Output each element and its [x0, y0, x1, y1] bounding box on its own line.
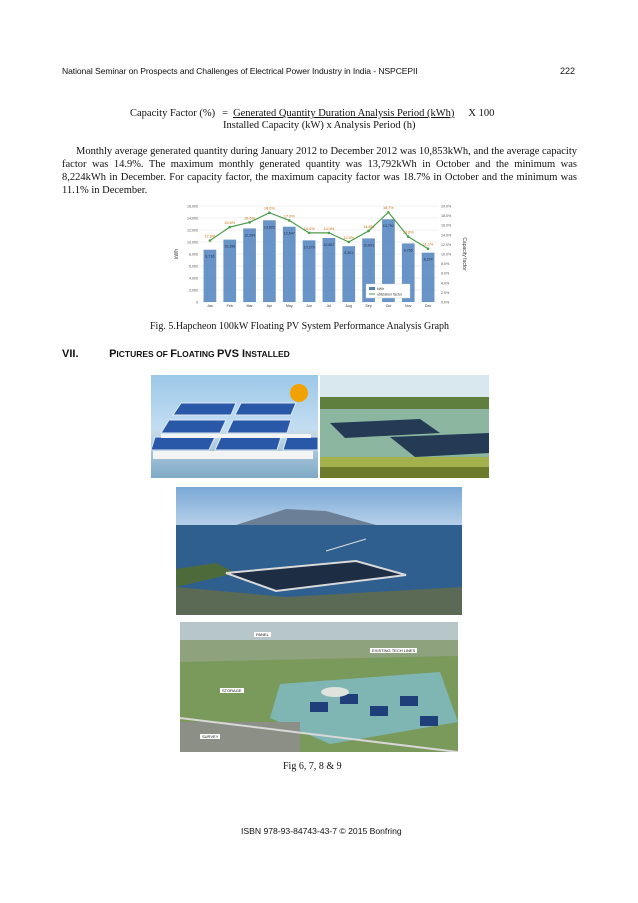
line-data-label: 12.5%	[343, 236, 355, 240]
legend-label: kWh	[377, 287, 385, 291]
x-tick-label: Feb	[226, 304, 233, 308]
line-point	[407, 235, 410, 238]
bar-data-label: 8,224	[423, 257, 433, 262]
photo-label: STORAGE	[222, 688, 242, 693]
section-heading	[62, 348, 290, 360]
y-tick-label: 0	[196, 300, 198, 305]
section-title-part: F	[170, 348, 177, 360]
formula-multiplier: X 100	[468, 108, 495, 119]
bar-data-label: 13,792	[382, 224, 394, 229]
photo-label: EXISTING TECH LINES	[372, 648, 416, 653]
x-tick-label: Apr	[266, 304, 273, 308]
y2-tick-label: 16.0%	[441, 223, 452, 228]
line-point	[427, 247, 430, 250]
line-data-label: 18.6%	[264, 206, 275, 211]
photo-aerial-coast	[176, 487, 462, 615]
x-tick-label: Nov	[405, 304, 412, 308]
legend-label: utilization factor	[377, 292, 402, 297]
section-title-part: ICTURES OF	[116, 349, 171, 359]
y2-tick-label: 4.0%	[441, 281, 450, 286]
bar-data-label: 8,716	[205, 254, 215, 259]
performance-chart-svg	[170, 200, 470, 312]
y2-tick-label: 12.0%	[441, 242, 452, 247]
photo-annotated-aerial	[180, 622, 458, 752]
line-point	[328, 232, 331, 235]
y2-tick-label: 10.0%	[441, 252, 452, 257]
y2-tick-label: 6.0%	[441, 271, 450, 276]
line-point	[209, 239, 212, 242]
x-tick-label: Jan	[207, 304, 213, 308]
x-tick-label: Aug	[345, 304, 352, 308]
section-title	[109, 348, 290, 360]
legend-swatch-bar	[369, 287, 375, 290]
bar-data-label: 13,622	[263, 225, 275, 230]
y-tick-label: 4,000	[189, 276, 198, 281]
chart-bar	[263, 220, 276, 302]
x-tick-label: Mar	[246, 304, 253, 308]
line-data-label: 14.4%	[303, 226, 315, 231]
line-point	[248, 221, 251, 224]
chart-bar	[223, 240, 236, 302]
chart-bar	[283, 227, 296, 302]
chart-bar	[243, 228, 256, 302]
performance-chart	[170, 200, 470, 312]
page-footer: ISBN 978-93-84743-43-7 © 2015 Bonfring	[241, 826, 402, 836]
line-point	[228, 226, 231, 229]
y2-tick-label: 14.0%	[441, 233, 452, 238]
x-tick-label: Sep	[365, 304, 372, 308]
line-point	[387, 211, 390, 214]
line-point	[308, 232, 311, 235]
y-tick-label: 12,000	[187, 228, 198, 233]
bar-data-label: 10,396	[224, 244, 236, 249]
bar-data-label: 10,601	[363, 243, 375, 248]
line-point	[288, 219, 291, 222]
y-axis-label: kWh	[174, 249, 180, 259]
page-number: 222	[560, 66, 576, 76]
bar-data-label: 12,264	[244, 233, 256, 238]
y-tick-label: 16,000	[187, 204, 198, 209]
x-tick-label: Dec	[424, 304, 432, 308]
y-tick-label: 2,000	[189, 288, 198, 293]
y2-tick-label: 20.0%	[441, 204, 452, 209]
y2-tick-label: 2.0%	[441, 290, 450, 295]
section-title-part: NSTALLED	[245, 349, 290, 359]
line-data-label: 13.6%	[402, 230, 414, 235]
formula-denominator: Installed Capacity (kW) x Analysis Period (h)	[223, 120, 416, 131]
line-data-label: 14.8%	[363, 224, 374, 229]
running-header: National Seminar on Prospects and Challenges of Electrical Power Industry in India - NSPCEPII	[62, 66, 418, 76]
line-data-label: 12.8%	[204, 234, 216, 239]
y2-tick-label: 0.0%	[441, 300, 450, 305]
bar-data-label: 9,765	[403, 248, 413, 253]
formula-equals: =	[222, 108, 229, 119]
x-tick-label: Oct	[385, 304, 392, 308]
photo-label: PANEL	[256, 632, 269, 637]
fig5-caption: Fig. 5.Hapcheon 100kW Floating PV System Performance Analysis Graph	[150, 321, 450, 332]
body-paragraph: Monthly average generated quantity during January 2012 to December 2012 was 10,853kWh, and the average capacity factor was 14.9%. The maximum monthly generated quantity was 13,792kWh in October and the minimum was 8,224kWh in December. For capacity factor, the maximum capacity factor was 18.7% in October and the minimum was 11.1% in December.	[62, 146, 577, 196]
formula-lhs: Capacity Factor (%)	[130, 108, 216, 119]
y-tick-label: 6,000	[189, 264, 198, 269]
y-tick-label: 10,000	[187, 240, 198, 245]
line-data-label: 11.1%	[422, 242, 434, 247]
y2-tick-label: 8.0%	[441, 262, 450, 267]
line-data-label: 15.6%	[224, 221, 236, 226]
photo-label: SURVEY	[202, 734, 219, 739]
chart-bar	[323, 238, 336, 302]
section-title-part: LOATING	[176, 349, 217, 359]
section-number: VII.	[62, 348, 79, 360]
bar-data-label: 12,547	[283, 231, 295, 236]
chart-bar	[303, 240, 316, 302]
section-title-part: PVS I	[216, 348, 246, 360]
y-tick-label: 14,000	[187, 216, 198, 221]
photo-floating-panels-closeup	[151, 375, 318, 478]
y-tick-label: 8,000	[189, 252, 198, 257]
line-data-label: 16.6%	[244, 216, 255, 221]
bar-data-label: 9,301	[344, 251, 354, 256]
bar-data-label: 10,667	[323, 242, 335, 247]
line-data-label: 14.4%	[323, 226, 335, 231]
x-tick-label: Jul	[326, 304, 332, 308]
line-data-label: 17.0%	[283, 214, 295, 219]
bar-data-label: 10,279	[303, 245, 315, 250]
photo-pond-arrays	[320, 375, 489, 478]
formula-numerator: Generated Quantity Duration Analysis Period (kWh)	[233, 108, 455, 119]
line-point	[367, 230, 370, 233]
line-point	[347, 241, 350, 244]
capacity-factor-formula	[130, 108, 550, 131]
fig6-caption: Fig 6, 7, 8 & 9	[283, 761, 342, 772]
x-tick-label: Jun	[306, 304, 312, 308]
y2-axis-label: Capacity factor	[461, 237, 467, 271]
x-tick-label: May	[285, 304, 293, 308]
line-data-label: 18.7%	[383, 206, 394, 211]
y2-tick-label: 18.0%	[441, 214, 452, 219]
section-title-part: P	[109, 348, 117, 360]
line-point	[268, 211, 271, 214]
